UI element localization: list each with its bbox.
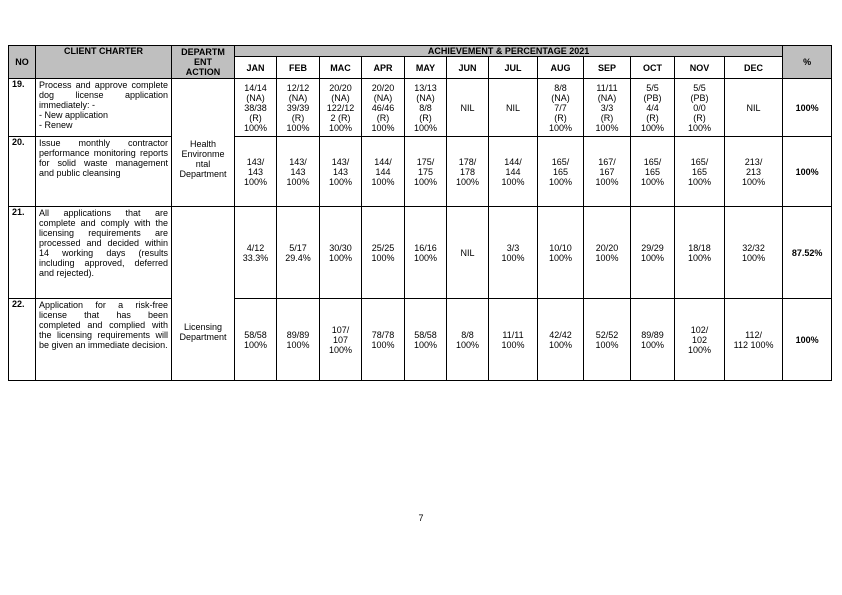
value-cell: 178/ 178 100%: [447, 137, 489, 207]
value-cell: 3/3 100%: [489, 207, 538, 299]
value-cell: 20/20 100%: [584, 207, 631, 299]
value-cell: 5/5 (PB) 0/0 (R) 100%: [675, 79, 725, 137]
value-cell: 30/30 100%: [320, 207, 362, 299]
header-month-feb: FEB: [277, 57, 320, 79]
value-cell: 42/42 100%: [538, 299, 584, 381]
value-cell: 13/13 (NA) 8/8 (R) 100%: [405, 79, 447, 137]
value-cell: 8/8 (NA) 7/7 (R) 100%: [538, 79, 584, 137]
header-month-nov: NOV: [675, 57, 725, 79]
value-cell: 144/ 144 100%: [489, 137, 538, 207]
value-cell: 165/ 165 100%: [631, 137, 675, 207]
department-label: Health Environme ntal Department: [179, 138, 227, 179]
value-cell: NIL: [447, 79, 489, 137]
header-month-jun: JUN: [447, 57, 489, 79]
charter-line: - New application: [39, 110, 109, 120]
value-cell: 112/ 112 100%: [725, 299, 783, 381]
charter-line: Application for a risk-free license that has been completed and complied with the licensing requirements will be given an immediate decision.: [39, 300, 168, 350]
charter-text: [36, 79, 172, 137]
value-cell: NIL: [489, 79, 538, 137]
charter-line: Process and approve complete dog license application immediately: -: [39, 80, 168, 110]
header-client-charter: CLIENT CHARTER: [36, 46, 172, 79]
value-cell: 11/11 (NA) 3/3 (R) 100%: [584, 79, 631, 137]
value-cell: 144/ 144 100%: [362, 137, 405, 207]
header-month-sep: SEP: [584, 57, 631, 79]
value-cell: 20/20 (NA) 46/46 (R) 100%: [362, 79, 405, 137]
value-cell: 78/78 100%: [362, 299, 405, 381]
department-health: [172, 79, 235, 207]
charter-text: [36, 207, 172, 299]
percent-cell: 100%: [783, 79, 832, 137]
table-row: [9, 207, 832, 299]
value-cell: 32/32 100%: [725, 207, 783, 299]
header-month-oct: OCT: [631, 57, 675, 79]
row-number: 22.: [9, 299, 36, 381]
value-cell: NIL: [447, 207, 489, 299]
value-cell: 167/ 167 100%: [584, 137, 631, 207]
value-cell: NIL: [725, 79, 783, 137]
value-cell: 143/ 143 100%: [235, 137, 277, 207]
header-department-action: DEPARTM ENT ACTION: [172, 46, 235, 79]
value-cell: 29/29 100%: [631, 207, 675, 299]
header-month-mac: MAC: [320, 57, 362, 79]
value-cell: 165/ 165 100%: [675, 137, 725, 207]
percent-cell: 100%: [783, 137, 832, 207]
charter-line: - Renew: [39, 120, 73, 130]
charter-line: Issue monthly contractor performance monitoring reports for solid waste management and public cleansing: [39, 138, 168, 178]
header-no: NO: [9, 46, 36, 79]
value-cell: 58/58 100%: [405, 299, 447, 381]
header-month-apr: APR: [362, 57, 405, 79]
value-cell: 5/17 29.4%: [277, 207, 320, 299]
value-cell: 102/ 102 100%: [675, 299, 725, 381]
charter-line: All applications that are complete and comply with the licensing requirements are processed and decided within 14 working days (results including approved, deferred and rejected).: [39, 208, 168, 278]
header-month-jan: JAN: [235, 57, 277, 79]
charter-text: [36, 137, 172, 207]
table-row: [9, 137, 832, 207]
value-cell: 89/89 100%: [277, 299, 320, 381]
value-cell: 11/11 100%: [489, 299, 538, 381]
charter-text: [36, 299, 172, 381]
header-achievement: ACHIEVEMENT & PERCENTAGE 2021: [235, 46, 783, 57]
department-licensing: [172, 207, 235, 381]
value-cell: 58/58 100%: [235, 299, 277, 381]
row-number: 20.: [9, 137, 36, 207]
page-number: 7: [418, 513, 424, 523]
value-cell: 16/16 100%: [405, 207, 447, 299]
table-row: [9, 79, 832, 137]
header-month-jul: JUL: [489, 57, 538, 79]
header-month-may: MAY: [405, 57, 447, 79]
value-cell: 175/ 175 100%: [405, 137, 447, 207]
client-charter-table: [8, 45, 832, 381]
value-cell: 107/ 107 100%: [320, 299, 362, 381]
row-number: 21.: [9, 207, 36, 299]
value-cell: 52/52 100%: [584, 299, 631, 381]
value-cell: 143/ 143 100%: [277, 137, 320, 207]
value-cell: 143/ 143 100%: [320, 137, 362, 207]
percent-cell: 100%: [783, 299, 832, 381]
value-cell: 10/10 100%: [538, 207, 584, 299]
value-cell: 89/89 100%: [631, 299, 675, 381]
row-number: 19.: [9, 79, 36, 137]
percent-cell: 87.52%: [783, 207, 832, 299]
value-cell: 4/12 33.3%: [235, 207, 277, 299]
value-cell: 18/18 100%: [675, 207, 725, 299]
value-cell: 25/25 100%: [362, 207, 405, 299]
value-cell: 20/20 (NA) 122/12 2 (R) 100%: [320, 79, 362, 137]
header-percent: %: [783, 46, 832, 79]
table-row: [9, 299, 832, 381]
value-cell: 14/14 (NA) 38/38 (R) 100%: [235, 79, 277, 137]
header-month-dec: DEC: [725, 57, 783, 79]
header-month-aug: AUG: [538, 57, 584, 79]
value-cell: 5/5 (PB) 4/4 (R) 100%: [631, 79, 675, 137]
department-label: Licensing Department: [179, 321, 227, 342]
value-cell: 8/8 100%: [447, 299, 489, 381]
value-cell: 12/12 (NA) 39/39 (R) 100%: [277, 79, 320, 137]
value-cell: 213/ 213 100%: [725, 137, 783, 207]
value-cell: 165/ 165 100%: [538, 137, 584, 207]
